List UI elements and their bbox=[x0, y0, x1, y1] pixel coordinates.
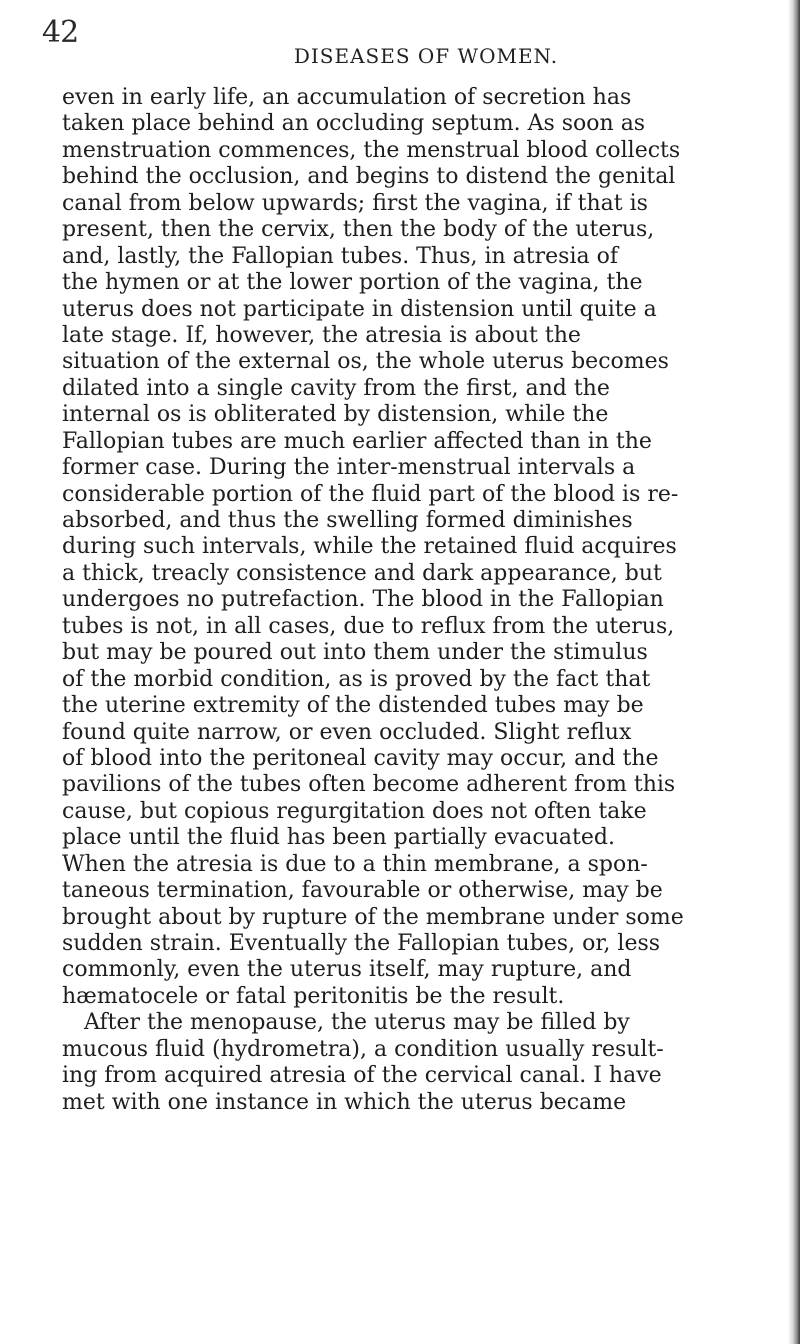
text-line: met with one instance in which the uterus became bbox=[62, 1089, 627, 1115]
text-line: brought about by rupture of the membrane under some bbox=[62, 904, 684, 930]
text-line: taken place behind an occluding septum. As soon as bbox=[62, 111, 646, 137]
text-line: found quite narrow, or even occluded. Slight reflux bbox=[62, 719, 632, 745]
text-line: dilated into a single cavity from the first, and the bbox=[62, 375, 610, 401]
text-line: considerable portion of the fluid part of the blood is re- bbox=[62, 481, 679, 507]
text-line: uterus does not participate in distension until quite a bbox=[62, 296, 657, 322]
running-head: DISEASES OF WOMEN. bbox=[293, 44, 559, 68]
page-edge-shadow bbox=[788, 0, 800, 1344]
text-line: undergoes no putrefaction. The blood in the Fallopian bbox=[62, 587, 664, 613]
text-line: ing from acquired atresia of the cervical canal. I have bbox=[62, 1063, 662, 1089]
text-line: menstruation commences, the menstrual blood collects bbox=[62, 137, 681, 163]
text-line: former case. During the inter-menstrual intervals a bbox=[62, 455, 636, 481]
text-line: and, lastly, the Fallopian tubes. Thus, in atresia of bbox=[62, 243, 618, 269]
text-line: cause, but copious regurgitation does not often take bbox=[62, 798, 647, 824]
text-line: taneous termination, favourable or otherwise, may be bbox=[62, 878, 663, 904]
text-line: internal os is obliterated by distension, while the bbox=[62, 402, 609, 428]
body-text bbox=[62, 85, 790, 1116]
text-line: When the atresia is due to a thin membrane, a spon- bbox=[62, 851, 648, 877]
text-line: canal from below upwards; first the vagina, if that is bbox=[62, 190, 648, 216]
text-line: the hymen or at the lower portion of the vagina, the bbox=[62, 270, 643, 296]
text-line: After the menopause, the uterus may be filled by bbox=[62, 1010, 630, 1036]
text-line: behind the occlusion, and begins to distend the genital bbox=[62, 164, 676, 190]
text-line: tubes is not, in all cases, due to reflux from the uterus, bbox=[62, 613, 675, 639]
text-line: even in early life, an accumulation of secretion has bbox=[62, 85, 632, 110]
text-line: Fallopian tubes are much earlier affected than in the bbox=[62, 428, 652, 454]
text-line: place until the fluid has been partially evacuated. bbox=[62, 825, 615, 851]
text-line: situation of the external os, the whole uterus becomes bbox=[62, 349, 669, 375]
text-line: but may be poured out into them under the stimulus bbox=[62, 640, 648, 666]
page-number: 42 bbox=[42, 15, 79, 50]
text-line: late stage. If, however, the atresia is about the bbox=[62, 322, 581, 348]
text-line: sudden strain. Eventually the Fallopian tubes, or, less bbox=[62, 931, 661, 956]
text-line: mucous fluid (hydrometra), a condition usually result- bbox=[62, 1036, 664, 1062]
text-line: of blood into the peritoneal cavity may occur, and the bbox=[62, 745, 659, 771]
text-line: pavilions of the tubes often become adherent from this bbox=[62, 772, 676, 798]
text-line: commonly, even the uterus itself, may rupture, and bbox=[62, 957, 632, 983]
text-line: the uterine extremity of the distended tubes may be bbox=[62, 693, 644, 719]
text-line: a thick, treacly consistence and dark appearance, but bbox=[62, 560, 662, 586]
text-line: during such intervals, while the retained fluid acquires bbox=[62, 534, 677, 560]
text-line: absorbed, and thus the swelling formed diminishes bbox=[62, 508, 633, 533]
text-line: hæmatocele or fatal peritonitis be the result. bbox=[62, 983, 565, 1009]
text-line: of the morbid condition, as is proved by the fact that bbox=[62, 666, 651, 692]
text-line: present, then the cervix, then the body of the uterus, bbox=[62, 217, 655, 243]
